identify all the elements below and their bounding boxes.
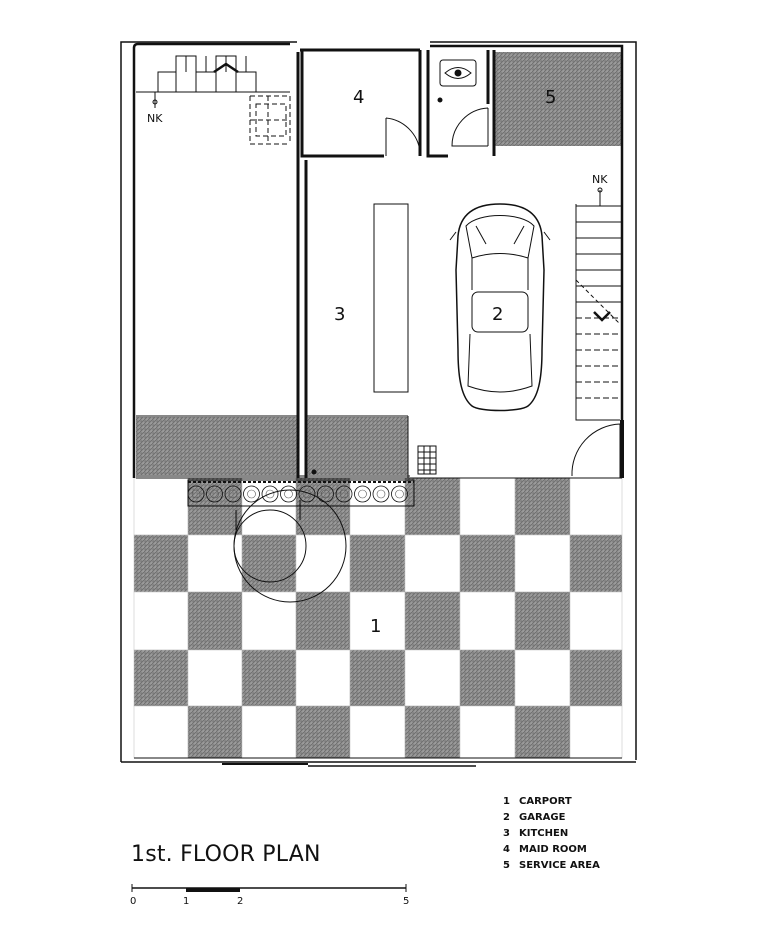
paving-tile [570,592,622,650]
paving-tile [570,535,622,592]
paving-tile [134,535,188,592]
paving-tile [460,706,515,758]
room-legend [503,794,600,874]
paving-tile [405,535,460,592]
legend-item-garage: 2 GARAGE [503,812,566,823]
scale-label-5: 5 [403,896,410,907]
paving-tile [515,592,570,650]
paving-tile [350,535,405,592]
stair-outline [576,204,620,420]
paving-tile [350,706,405,758]
left-yard-floor [136,417,298,475]
sliding-gate-rail [222,764,476,766]
hatched-floor-areas [136,52,622,475]
scale-label-2: 2 [237,896,244,907]
paving-tile [570,478,622,535]
paving-tile [515,706,570,758]
paving-tile [515,535,570,592]
room-label-kitchen: 3 [334,304,346,325]
paving-tile [350,650,405,706]
stairs-right [576,204,622,420]
paving-tile [460,592,515,650]
paving-tile [405,706,460,758]
legend-item-service-area: 5 SERVICE AREA [503,860,600,871]
scale-bar [132,884,406,892]
paving-tile [134,650,188,706]
paving-tile [188,592,242,650]
room-label-service-area: 5 [545,87,557,108]
paving-tile [188,706,242,758]
kitchen-counter [374,204,408,392]
paving-tile [134,706,188,758]
legend-item-kitchen: 3 KITCHEN [503,828,569,839]
paving-tile [460,535,515,592]
paving-tile [242,650,296,706]
room-label-garage: 2 [492,304,504,325]
paving-tile [570,650,622,706]
paving-tile [570,706,622,758]
nk-label-left: NK [147,112,163,125]
mid-yard-floor [306,417,408,475]
stairs-top-left [136,56,290,144]
scale-label-0: 0 [130,896,137,907]
paving-tile [296,650,350,706]
room-label-maid-room: 4 [353,87,365,108]
legend-item-carport: 1 CARPORT [503,796,572,807]
level-marker-left [147,92,163,125]
legend-item-maid-room: 4 MAID ROOM [503,844,587,855]
paving-tile [405,592,460,650]
planter-marker [312,470,317,475]
paving-tile [242,535,296,592]
paving-tile [296,535,350,592]
nk-label-right: NK [592,173,608,186]
paving-tile [242,706,296,758]
maid-room-door [386,118,420,156]
doors [386,108,620,478]
paving-tile [460,650,515,706]
paving-tile [296,706,350,758]
paving-tile [515,650,570,706]
service-area-floor [494,52,622,146]
toilet-icon [438,60,476,102]
paving-tile [188,650,242,706]
level-marker-right [592,173,608,206]
scale-label-1: 1 [183,896,190,907]
paving-tile [242,592,296,650]
plan-title: 1st. FLOOR PLAN [131,842,321,867]
paving-tile [134,592,188,650]
paving-tile [134,478,188,535]
toilet-door [452,108,488,146]
stair-direction-arrow [594,312,610,320]
room-label-carport: 1 [370,616,382,637]
paving-tile [405,650,460,706]
drain-grate [418,446,436,474]
side-door [572,424,620,478]
paving-tile [460,478,515,535]
paving-tile [515,478,570,535]
